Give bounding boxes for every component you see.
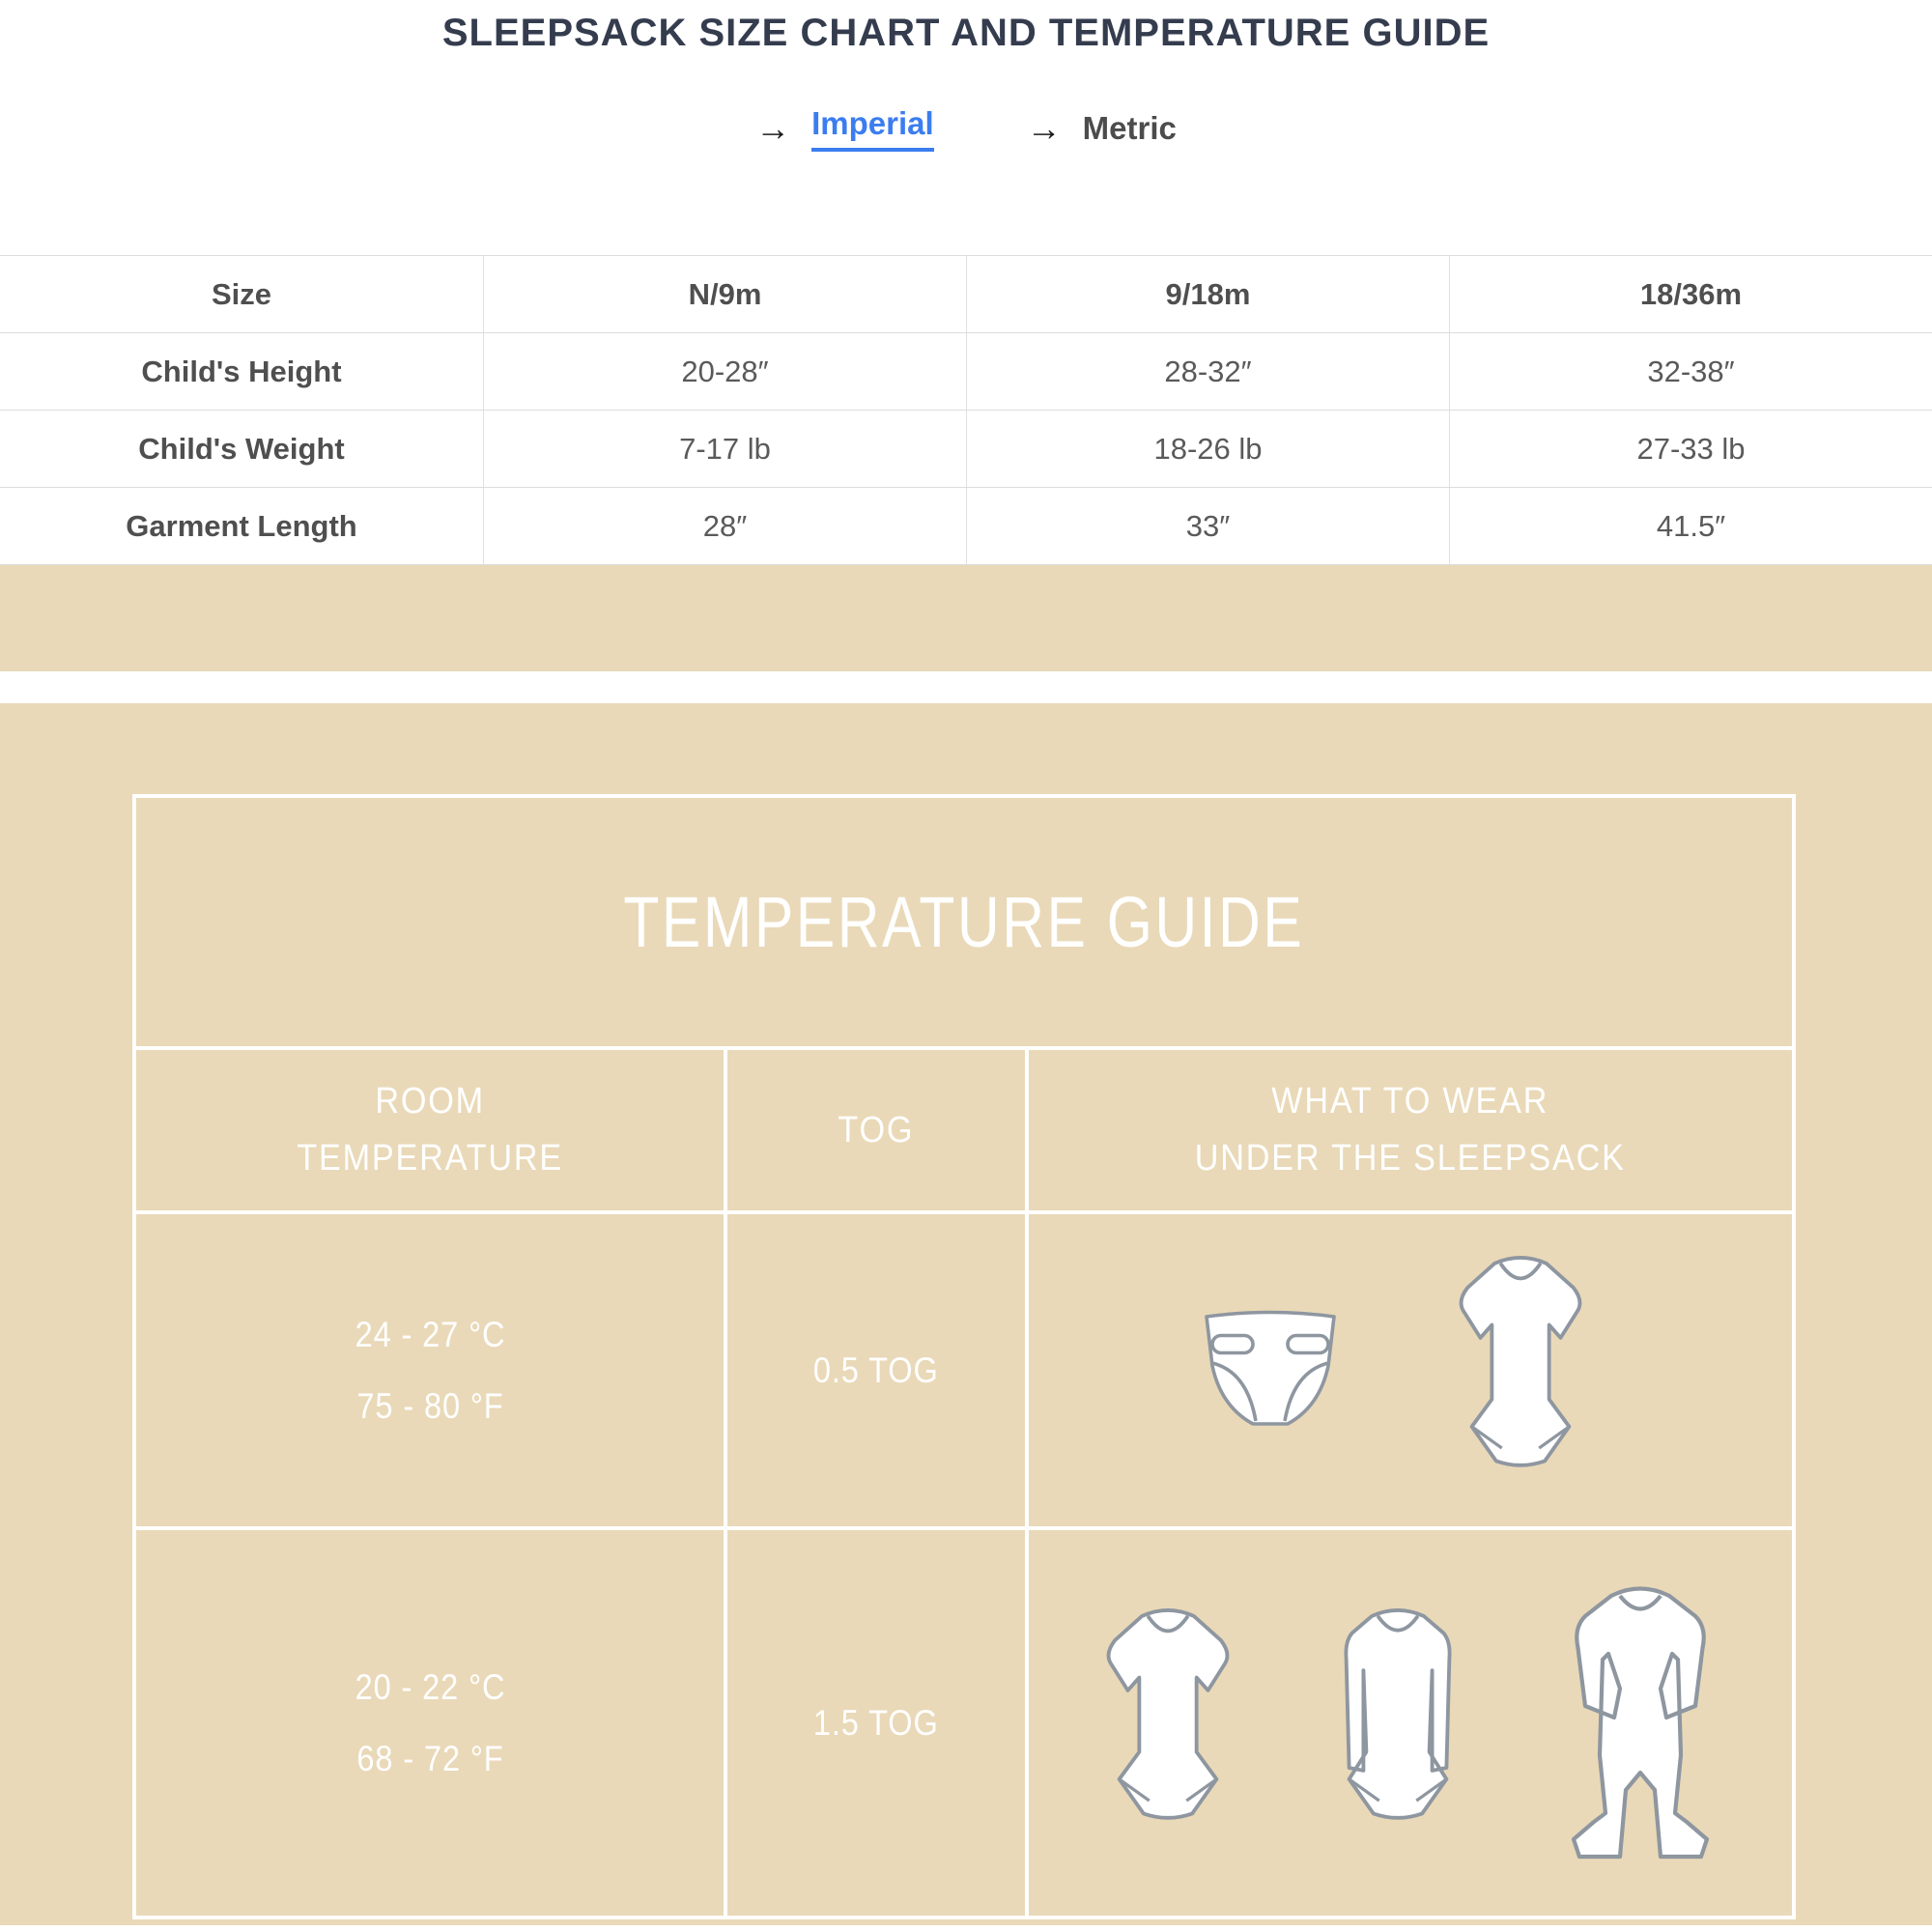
row-label-childs-weight: Child's Weight bbox=[0, 411, 483, 488]
size-chart-table bbox=[0, 255, 1932, 565]
what-to-wear-cell bbox=[1029, 1530, 1792, 1916]
row-label-garment-length: Garment Length bbox=[0, 488, 483, 565]
size-chart-cell: 27-33 lb bbox=[1449, 411, 1932, 488]
short-sleeve-bodysuit-icon bbox=[1418, 1249, 1623, 1492]
size-chart-cell: 32-38″ bbox=[1449, 333, 1932, 411]
metric-toggle[interactable] bbox=[1027, 110, 1177, 147]
size-chart-cell: 28-32″ bbox=[966, 333, 1449, 411]
room-temp-fahrenheit: 68 - 72 °F bbox=[355, 1738, 504, 1778]
temperature-guide-title: TEMPERATURE GUIDE bbox=[623, 882, 1305, 962]
temperature-guide-row-05tog bbox=[136, 1214, 1792, 1530]
imperial-link[interactable]: Imperial bbox=[811, 105, 934, 152]
row-label-childs-height: Child's Height bbox=[0, 333, 483, 411]
diaper-icon bbox=[1198, 1305, 1343, 1435]
what-to-wear-header bbox=[1029, 1050, 1792, 1210]
tog-value-cell bbox=[727, 1214, 1029, 1526]
right-arrow-icon: → bbox=[755, 108, 791, 148]
what-to-wear-header-line1: WHAT TO WEAR bbox=[1271, 1081, 1549, 1122]
tog-header: TOG bbox=[727, 1050, 1029, 1210]
long-sleeve-bodysuit-icon bbox=[1295, 1602, 1500, 1845]
room-temperature-cell bbox=[136, 1214, 727, 1526]
column-header-18-36m: 18/36m bbox=[1449, 255, 1932, 333]
room-temp-celsius: 24 - 27 °C bbox=[355, 1314, 505, 1354]
room-temperature-header bbox=[136, 1050, 727, 1210]
column-header-9-18m: 9/18m bbox=[966, 255, 1449, 333]
size-chart-cell: 28″ bbox=[483, 488, 966, 565]
temperature-guide-table bbox=[132, 794, 1796, 1919]
unit-toggle bbox=[0, 105, 1932, 152]
size-chart-cell: 33″ bbox=[966, 488, 1449, 565]
room-temperature-header-line2: TEMPERATURE bbox=[297, 1138, 563, 1179]
tog-value: 1.5 TOG bbox=[813, 1702, 939, 1743]
temperature-guide-section bbox=[0, 703, 1932, 1925]
what-to-wear-header-line2: UNDER THE SLEEPSACK bbox=[1194, 1138, 1626, 1179]
column-header-n9m: N/9m bbox=[483, 255, 966, 333]
table-row bbox=[0, 333, 1932, 411]
room-temperature-cell bbox=[136, 1530, 727, 1916]
size-chart-cell: 18-26 lb bbox=[966, 411, 1449, 488]
table-row bbox=[0, 411, 1932, 488]
imperial-toggle[interactable] bbox=[755, 105, 934, 152]
tan-divider-band bbox=[0, 565, 1932, 671]
table-row bbox=[0, 488, 1932, 565]
temperature-guide-header-row bbox=[136, 1050, 1792, 1214]
room-temperature-header-line1: ROOM bbox=[375, 1081, 485, 1122]
metric-link[interactable]: Metric bbox=[1082, 110, 1177, 146]
size-chart-cell: 20-28″ bbox=[483, 333, 966, 411]
column-header-size: Size bbox=[0, 255, 483, 333]
size-chart-cell: 41.5″ bbox=[1449, 488, 1932, 565]
temperature-guide-title-row bbox=[136, 798, 1792, 1050]
tog-value-cell bbox=[727, 1530, 1029, 1916]
tog-value: 0.5 TOG bbox=[813, 1350, 939, 1390]
what-to-wear-cell bbox=[1029, 1214, 1792, 1526]
room-temp-fahrenheit: 75 - 80 °F bbox=[355, 1385, 504, 1426]
right-arrow-icon: → bbox=[1026, 108, 1062, 148]
page-title: SLEEPSACK SIZE CHART AND TEMPERATURE GUIDE bbox=[441, 12, 1491, 54]
size-chart-header-row bbox=[0, 255, 1932, 333]
short-sleeve-bodysuit-icon bbox=[1065, 1602, 1270, 1845]
temperature-guide-row-15tog bbox=[136, 1530, 1792, 1916]
size-chart-cell: 7-17 lb bbox=[483, 411, 966, 488]
room-temp-celsius: 20 - 22 °C bbox=[355, 1666, 505, 1707]
footed-sleeper-icon bbox=[1525, 1578, 1755, 1868]
